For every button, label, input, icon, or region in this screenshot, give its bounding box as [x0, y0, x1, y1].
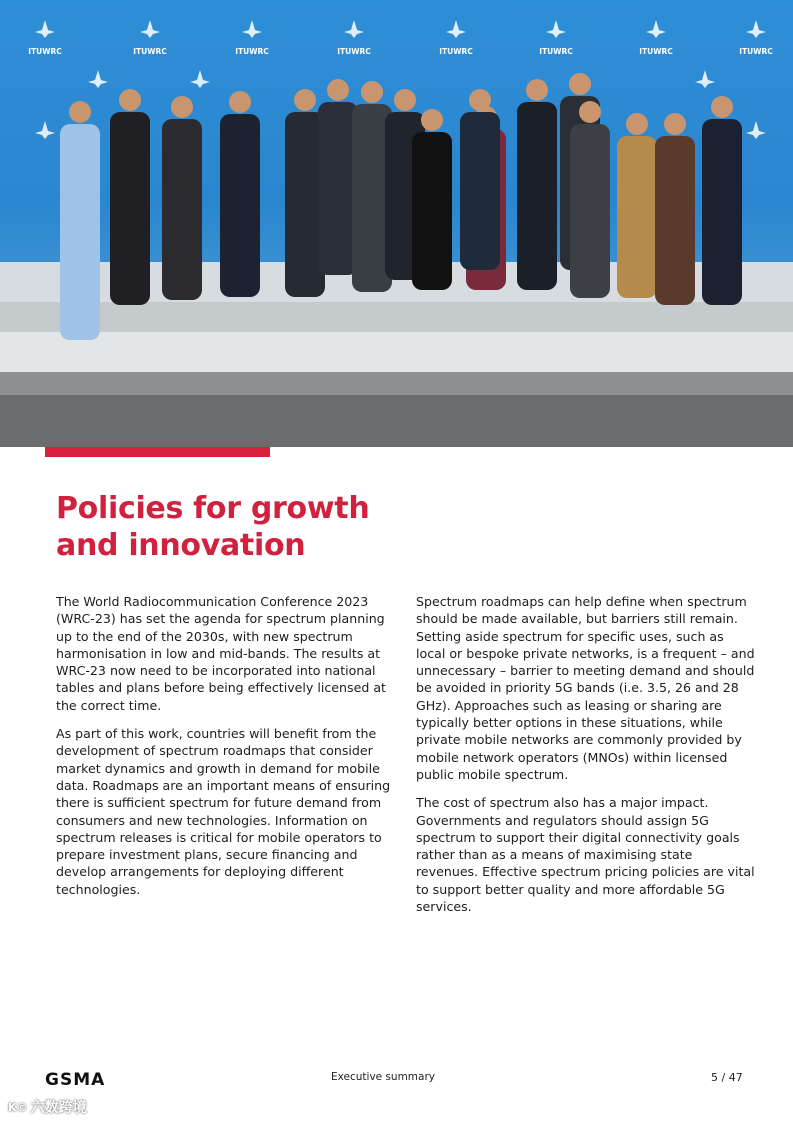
title-line-2: and innovation: [56, 528, 306, 563]
backdrop-logo: ITUWRC: [133, 47, 167, 56]
backdrop-logo: ITUWRC: [639, 47, 673, 56]
right-column: [416, 593, 756, 926]
backdrop-logo: ITUWRC: [28, 47, 62, 56]
paragraph: The cost of spectrum also has a major impact. Governments and regulators should assign 5G spectrum to support their digital connectivity goals rather than as a means of maximising state revenues. Effective spectrum pricing policies are vital to support better quality and more affordable 5G services.: [416, 795, 755, 915]
paragraph: As part of this work, countries will benefit from the development of spectrum roadmaps that consider market dynamics and growth in demand for mobile data. Roadmaps are an important means of ensuring there is sufficient spectrum for future demand from consumers and new technologies. Information on spectrum releases is critical for mobile operators to prepare investment plans, secure financing and develop arrangements for deploying different technologies.: [56, 726, 391, 897]
backdrop-logo: ITUWRC: [337, 47, 371, 56]
paragraph: Spectrum roadmaps can help define when spectrum should be made available, but barriers still remain. Setting aside spectrum for specific uses, such as local or bespoke private networks, is a frequent – and unnecessary – barrier to meeting demand and should be avoided in priority 5G bands (i.e. 3.5, 26 and 28 GHz). Approaches such as leasing or sharing are typically better options in these situations, while private mobile networks are commonly provided by mobile network operators (MNOs) within licensed public mobile spectrum.: [416, 594, 755, 782]
backdrop-logo: ITUWRC: [439, 47, 473, 56]
title-line-1: Policies for growth: [56, 491, 370, 526]
backdrop-logo: ITUWRC: [539, 47, 573, 56]
accent-bar: [45, 447, 270, 457]
watermark: [8, 1097, 87, 1117]
hero-photo: [0, 0, 793, 447]
backdrop-logo: ITUWRC: [739, 47, 773, 56]
footer-section-label: Executive summary: [331, 1071, 436, 1083]
page-title: [56, 490, 369, 564]
paragraph: The World Radiocommunication Conference 2023 (WRC-23) has set the agenda for spectrum planning up to the end of the 2030s, with new spectrum harmonisation in low and mid-bands. The results at WRC-23 now need to be incorporated into national tables and plans before being effectively licensed at the correct time.: [56, 594, 386, 713]
watermark-mark: K©: [8, 1100, 28, 1114]
watermark-text: 六数跨境: [30, 1100, 87, 1116]
backdrop-logo: ITUWRC: [235, 47, 269, 56]
group-photo-icon: [0, 0, 793, 447]
page-number: 5 / 47: [711, 1071, 743, 1084]
left-column: [56, 593, 396, 909]
gsma-logo: GSMA: [45, 1070, 106, 1090]
